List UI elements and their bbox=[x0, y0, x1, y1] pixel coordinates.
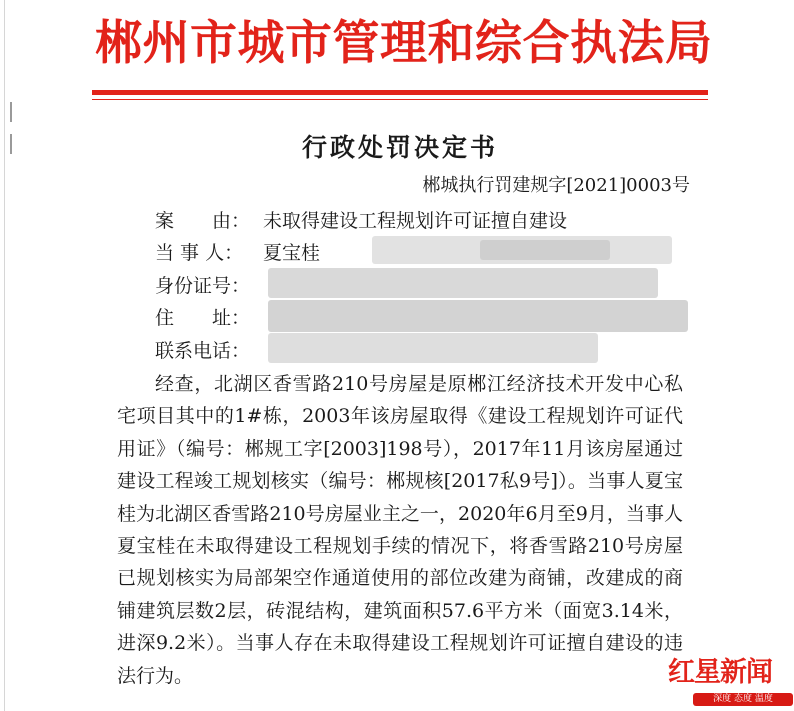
document-title: 行政处罚决定书 bbox=[301, 133, 498, 162]
letterhead-rule-thin bbox=[92, 99, 708, 100]
punch-mark bbox=[10, 102, 12, 122]
redacted-block bbox=[480, 240, 610, 260]
address-label: 住 址： bbox=[155, 307, 251, 329]
body-paragraph bbox=[117, 368, 683, 692]
redacted-block bbox=[268, 333, 598, 363]
address-field bbox=[155, 303, 263, 330]
watermark-tagline: 深度 态度 温度 bbox=[693, 693, 793, 706]
redacted-block bbox=[268, 300, 688, 332]
party-field bbox=[155, 238, 320, 265]
phone-label: 联系电话： bbox=[155, 340, 251, 362]
page-edge-line bbox=[4, 0, 5, 711]
watermark bbox=[660, 650, 794, 710]
id-label: 身份证号： bbox=[155, 275, 251, 297]
letterhead-title: 郴州市城市管理和综合执法局 bbox=[95, 16, 713, 71]
case-label: 案 由： bbox=[155, 210, 251, 232]
phone-field bbox=[155, 336, 263, 363]
watermark-logo: 红星新闻 bbox=[668, 657, 772, 688]
letterhead-rule-thick bbox=[92, 90, 708, 95]
case-field bbox=[155, 206, 567, 233]
punch-mark bbox=[10, 134, 12, 154]
id-field bbox=[155, 271, 263, 298]
redacted-block bbox=[268, 268, 658, 298]
party-label: 当 事 人： bbox=[155, 242, 244, 264]
body-paragraph-text: 经查，北湖区香雪路210号房屋是原郴江经济技术开发中心私宅项目其中的1#栋，2003年该房屋取得《建设工程规划许可证代用证》（编号：郴规工字[2003]198号），2017年11月该房屋通过建设工程竣工规划核实（编号：郴规核[2017私9号]）。当事人夏宝桂为北湖区香雪路210号房屋业主之一，2020年6月至9月，当事人夏宝桂在未取得建设工程规划手续的情况下，将香雪路210号房屋已规划核实为局部架空作通道使用的部位改建为商铺，改建成的商铺建筑层数2层，砖混结构，建筑面积57.6平方米（面宽3.14米，进深9.2米）。当事人存在未取得建设工程规划许可证擅自建设的违法行为。 bbox=[117, 373, 683, 687]
document-number: 郴城执行罚建规字[2021]0003号 bbox=[422, 175, 690, 196]
party-value: 夏宝桂 bbox=[263, 242, 321, 264]
case-value: 未取得建设工程规划许可证擅自建设 bbox=[263, 210, 568, 232]
